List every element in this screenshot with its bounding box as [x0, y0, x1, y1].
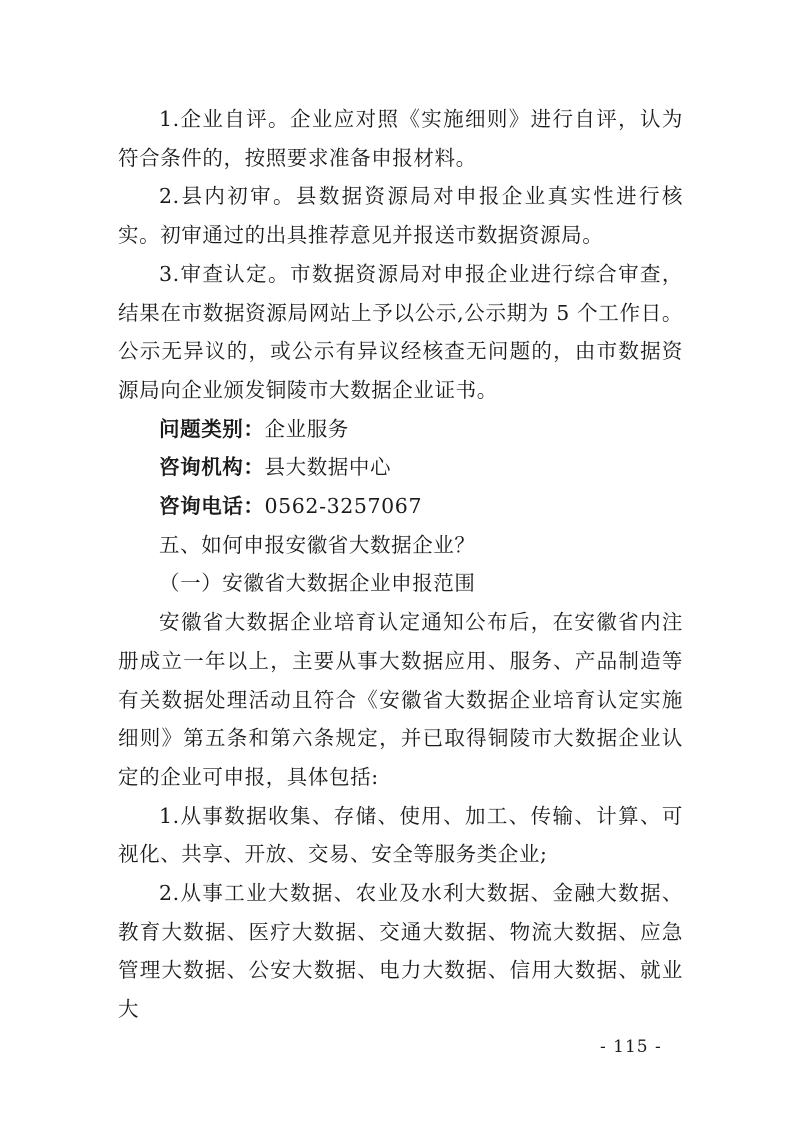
document-body [118, 100, 683, 1029]
info-category [118, 410, 683, 449]
info-phone [118, 487, 683, 526]
paragraph-service-enterprises: 1.从事数据收集、存储、使用、加工、传输、计算、可视化、共享、开放、交易、安全等服务类企业; [118, 803, 683, 867]
phone-label: 咨询电话： [159, 494, 265, 519]
paragraph-county-review: 2.县内初审。县数据资源局对申报企业真实性进行核实。初审通过的出具推荐意见并报送市数据资源局。 [118, 184, 683, 248]
paragraph-industry-enterprises: 2.从事工业大数据、农业及水利大数据、金融大数据、教育大数据、医疗大数据、交通大数据、物流大数据、应急管理大数据、公安大数据、电力大数据、信用大数据、就业大 [118, 881, 683, 1022]
info-agency [118, 448, 683, 487]
section-heading: 五、如何申报安徽省大数据企业？ [159, 532, 476, 557]
agency-value: 县大数据中心 [264, 455, 392, 480]
paragraph-review-certification: 3.审查认定。市数据资源局对申报企业进行综合审查，结果在市数据资源局网站上予以公示,公示期为 5 个工作日。公示无异议的，或公示有异议经核查无问题的，由市数据资源局向企业颁发铜陵市大数据企业证书。 [118, 261, 683, 402]
phone-value: 0562-3257067 [264, 494, 423, 519]
category-value: 企业服务 [264, 416, 349, 441]
paragraph-self-evaluation: 1.企业自评。企业应对照《实施细则》进行自评，认为符合条件的，按照要求准备申报材料。 [118, 107, 683, 170]
paragraph-scope: 安徽省大数据企业培育认定通知公布后，在安徽省内注册成立一年以上，主要从事大数据应用、服务、产品制造等有关数据处理活动且符合《安徽省大数据企业培育认定实施细则》第五条和第六条规定，并已取得铜陵市大数据企业认定的企业可申报，具体包括: [118, 610, 683, 789]
sub-heading: （一）安徽省大数据企业申报范围 [159, 571, 476, 596]
agency-label: 咨询机构： [159, 455, 265, 480]
page-number: - 115 - [600, 1037, 662, 1057]
category-label: 问题类别： [159, 416, 265, 441]
